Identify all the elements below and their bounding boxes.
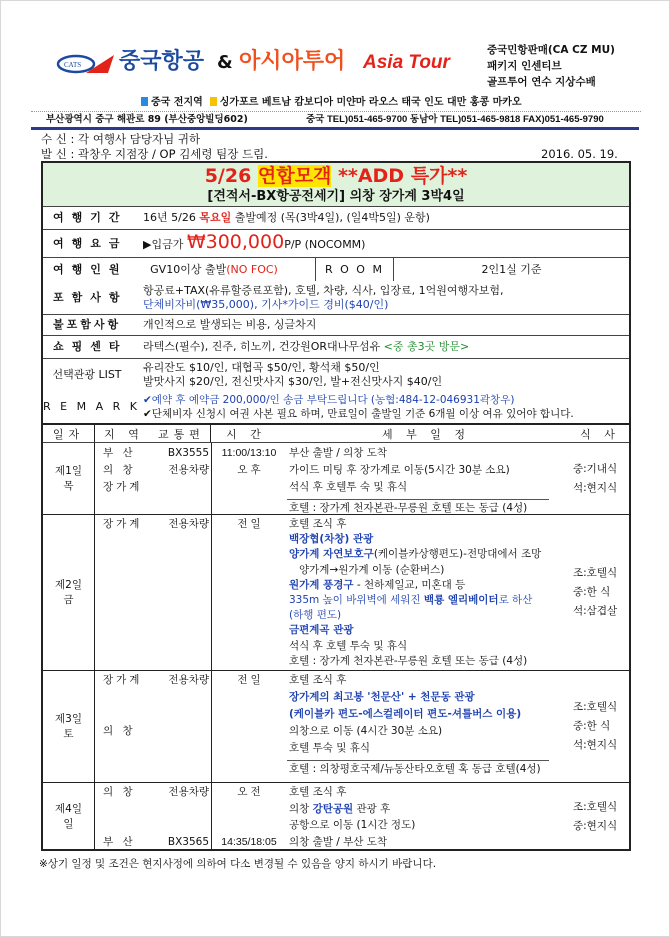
label: 포함사항	[53, 290, 128, 304]
value: ✔예약 후 예약금 200,000/인 송금 부탁드립니다 (농협:484-12-046931곽창우) ✔단체비자 신청시 여권 사본 필요 하며, 만료일이 출발일 기준 6개월 이상 여유 있어야 합니다.	[143, 394, 574, 420]
label: 여행요금	[53, 236, 128, 250]
transport: 전용차량	[168, 518, 209, 530]
detail	[289, 446, 387, 461]
detail-text: 의창으로 이동 (4시간 30분 소요)	[289, 725, 443, 737]
value: ▶입금가 ₩300,000P/P (NOCOMM)	[143, 231, 366, 253]
detail	[289, 762, 541, 777]
detail-text: 호텔 조식 후	[289, 674, 347, 686]
title	[43, 165, 629, 188]
address: 부산광역시 중구 해관로 89 (부산중앙빌딩602)	[46, 114, 248, 125]
header-meals: 식 사	[580, 427, 620, 441]
detail	[289, 547, 541, 562]
day-block	[43, 515, 629, 671]
transport: 전용차량	[168, 464, 209, 476]
detail	[289, 501, 527, 516]
brand-ampersand: &	[217, 52, 233, 73]
region-china: 중국 전지역	[151, 97, 203, 108]
quote-table	[41, 161, 631, 851]
detail	[289, 532, 373, 547]
value: 16년 5/26 목요일 출발예정 (목(3박4일), (일4박5일) 운항)	[143, 211, 430, 224]
regions-line	[141, 96, 522, 109]
schedule-header	[43, 423, 629, 443]
value: GV10이상 출발 (NO FOC)	[113, 258, 316, 281]
detail-text: (케이블카 편도-에스컬레이터 편도-셔틀버스 이용)	[289, 708, 522, 720]
room-value: 2인1실 기준	[481, 262, 542, 276]
detail	[289, 563, 444, 578]
detail	[289, 724, 442, 739]
cats-logo	[56, 53, 114, 75]
detail	[289, 608, 341, 623]
region: 부 산	[103, 835, 136, 848]
value: 항공료+TAX(유류할증료포함), 호텔, 차량, 식사, 입장료, 1억원여행자보험, 단체비자비(₩35,000), 기사*가이드 경비($40/인)	[143, 283, 504, 311]
detail-text: - 천하제일교, 미혼대 등	[353, 578, 466, 591]
contact: 중국 TEL)051-465-9700 동남아 TEL)051-465-9818 FAX)051-465-9790	[306, 114, 604, 125]
detail-text: 관광 후	[353, 802, 391, 815]
detail-text: 석식 후 호텔투 숙 및 휴식	[289, 481, 408, 493]
detail	[289, 517, 346, 532]
meal: 조:호텔식	[573, 701, 618, 713]
transport: 전용차량	[168, 674, 209, 686]
title-highlight: 연합모객	[257, 165, 332, 187]
row-excludes	[43, 315, 629, 336]
detail	[289, 463, 510, 478]
time: 14:35/18:05	[221, 835, 277, 848]
label: 여행인원	[53, 262, 128, 276]
detail	[289, 818, 415, 833]
subtitle: [견적서-BX항공전세기] 의창 장가계 3박4일	[207, 189, 465, 204]
svg-text:CATS: CATS	[64, 61, 82, 69]
title-rest: **ADD 특가**	[331, 165, 468, 187]
divider	[211, 671, 212, 782]
memo-to: 수 신 : 각 여행사 담당자님 귀하	[41, 132, 201, 146]
region: 의 창	[103, 786, 136, 798]
value: 유리잔도 $10/인, 대협곡 $50/인, 황석채 $50/인 발맛사지 $20/인, 전신맛사지 $30/인, 발+전신맛사지 $40/인	[143, 361, 443, 388]
title-band	[43, 163, 629, 207]
detail	[289, 639, 407, 654]
detail-text: 원가계 풍경구	[289, 578, 354, 591]
detail	[289, 654, 527, 669]
divider	[287, 499, 549, 500]
meals	[573, 515, 629, 670]
asia-tour-logo: Asia Tour	[363, 52, 450, 73]
detail-text: 공항으로 이동 (1시간 정도)	[289, 819, 416, 831]
meals	[573, 783, 629, 851]
detail-text: 의창 출발 / 부산 도착	[289, 835, 388, 848]
time: 전 일	[237, 518, 261, 530]
meal: 중:현지식	[573, 820, 618, 832]
detail-text: 금편계곡 관광	[289, 624, 354, 637]
detail-text: 호텔 조식 후	[289, 786, 347, 798]
meals	[573, 671, 629, 782]
header-day: 일자	[43, 425, 95, 442]
day-label	[43, 671, 95, 782]
value: 개인적으로 발생되는 비용, 싱글차지	[143, 318, 317, 331]
meal: 중:한 식	[573, 720, 611, 732]
header-transport: 교통편	[153, 425, 211, 442]
day-number: 제3일	[55, 712, 82, 725]
region: 의 창	[103, 464, 136, 476]
day-label	[43, 443, 95, 514]
detail-text: 호텔 : 장가계 천자본관-무릉원 호텔 또는 동급 (4성)	[289, 654, 528, 667]
day-label	[43, 515, 95, 670]
label: 불포함사항	[53, 318, 122, 331]
day-number: 제1일	[55, 464, 82, 477]
time: 오 전	[237, 786, 261, 798]
meal: 석:삼겹살	[573, 605, 618, 617]
detail-text: 호텔 조식 후	[289, 518, 347, 530]
row-remark	[43, 391, 629, 423]
row-people	[43, 258, 629, 281]
detail	[289, 785, 346, 800]
detail-text: 양가계 자연보호구	[289, 548, 374, 561]
day-of-week: 일	[63, 818, 74, 830]
detail-text: 호텔 : 의창평호국제/뉴동산타오호텔 혹 동급 호텔(4성)	[289, 763, 541, 775]
row-price	[43, 230, 629, 258]
time: 오 후	[237, 464, 261, 476]
time: 11:00/13:10	[221, 447, 277, 459]
transport: BX3555	[167, 447, 209, 459]
divider	[211, 783, 212, 851]
detail-text: 장가계의 최고봉 '천문산' + 천문동 관광	[289, 691, 475, 703]
divider	[31, 111, 641, 112]
memo-date: 2016. 05. 19.	[541, 147, 618, 161]
detail-text: 양가계→원가계 이동 (순환버스)	[289, 563, 445, 576]
footer-note: ※상기 일정 및 조건은 현지사정에 의하여 다소 변경될 수 있음을 양지 하시기 바랍니다.	[39, 858, 437, 870]
day-block	[43, 783, 629, 851]
room-label: R O O M	[316, 258, 394, 281]
detail-text: 호텔 : 장가계 천자본관-무릉원 호텔 또는 동급 (4성)	[289, 502, 528, 514]
divider	[31, 127, 639, 130]
detail	[289, 802, 390, 817]
region: 부 산	[103, 447, 136, 459]
service-line: 골프투어 연수 지상수배	[487, 76, 596, 88]
detail-text: 백룡 엘리베이터	[423, 594, 499, 606]
detail-text: (하행 편도)	[289, 609, 342, 622]
detail	[289, 690, 475, 705]
detail	[289, 578, 465, 593]
header-region: 지 역	[104, 427, 144, 441]
detail-text: 백장협(차창) 관광	[289, 533, 374, 546]
detail-text: 호텔 투숙 및 휴식	[289, 742, 371, 754]
region: 의 창	[103, 725, 136, 737]
service-line: 패키지 인센티브	[487, 60, 562, 72]
bullet-icon	[210, 97, 217, 106]
detail	[289, 835, 387, 850]
time: 전 일	[237, 674, 261, 686]
day-of-week: 금	[63, 593, 74, 606]
detail-text: (케이블카상행편도)-전망대에서 조망	[373, 548, 542, 561]
label: 여행기간	[53, 211, 128, 224]
day-number: 제4일	[55, 803, 82, 815]
day-block	[43, 443, 629, 515]
memo-from: 발 신 : 곽창우 지점장 / OP 김세령 팀장 드림.	[41, 147, 268, 161]
detail-text: 부산 출발 / 의창 도착	[289, 447, 388, 459]
meal: 석:현지식	[573, 481, 618, 494]
region-sea: 싱가포르 베트남 캄보디아 미얀마 라오스 태국 인도 대만 홍콩 마카오	[219, 97, 522, 108]
day-of-week: 목	[63, 479, 74, 492]
title-date: 5/26	[204, 165, 258, 187]
detail-text: 강탄공원	[312, 802, 354, 815]
meal: 중:한 식	[573, 586, 611, 598]
brand-name: 중국항공	[119, 49, 205, 74]
row-period	[43, 207, 629, 230]
service-line: 중국민항판매(CA CZ MU)	[487, 44, 615, 56]
detail-text: 의창	[289, 802, 313, 815]
header-detail: 세 부 일 정	[382, 427, 470, 441]
transport: BX3565	[167, 835, 209, 848]
day-label	[43, 783, 95, 851]
divider	[287, 760, 549, 761]
region: 장가계	[103, 674, 143, 686]
header-time: 시 간	[226, 427, 266, 441]
detail-text: 로 하산	[498, 594, 533, 606]
region: 장가계	[103, 481, 143, 493]
day-block	[43, 671, 629, 783]
meals	[573, 443, 629, 514]
divider	[211, 443, 212, 514]
meal: 석:현지식	[573, 739, 618, 751]
label: 선택관광 LIST	[52, 368, 122, 381]
row-includes	[43, 281, 629, 315]
row-shopping	[43, 336, 629, 359]
detail	[289, 707, 521, 722]
detail	[289, 673, 346, 688]
day-of-week: 토	[63, 727, 74, 740]
detail	[289, 623, 354, 638]
detail	[289, 741, 370, 756]
row-options	[43, 359, 629, 391]
meal: 중:기내식	[573, 462, 618, 475]
brand2-name: 아시아투어	[239, 49, 346, 74]
detail-text: 가이드 미팅 후 장가계로 이동(5시간 30분 소요)	[289, 464, 510, 476]
bullet-icon	[141, 97, 148, 106]
detail	[289, 593, 532, 608]
region: 장가계	[103, 518, 143, 530]
day-number: 제2일	[55, 578, 82, 591]
meal: 조:호텔식	[573, 567, 618, 579]
label: 쇼핑센타	[53, 340, 128, 353]
detail	[289, 480, 407, 495]
detail-text: 335m 높이 바위벽에 세워진	[289, 594, 424, 606]
divider	[211, 515, 212, 670]
transport: 전용차량	[168, 786, 209, 798]
detail-text: 석식 후 호텔 투숙 및 휴식	[289, 639, 408, 652]
meal: 조:호텔식	[573, 801, 618, 813]
value: 라텍스(필수), 진주, 히노끼, 건강원OR대나무섬유 <중 총3곳 방문>	[143, 340, 470, 353]
label: R E M A R K	[43, 400, 140, 413]
